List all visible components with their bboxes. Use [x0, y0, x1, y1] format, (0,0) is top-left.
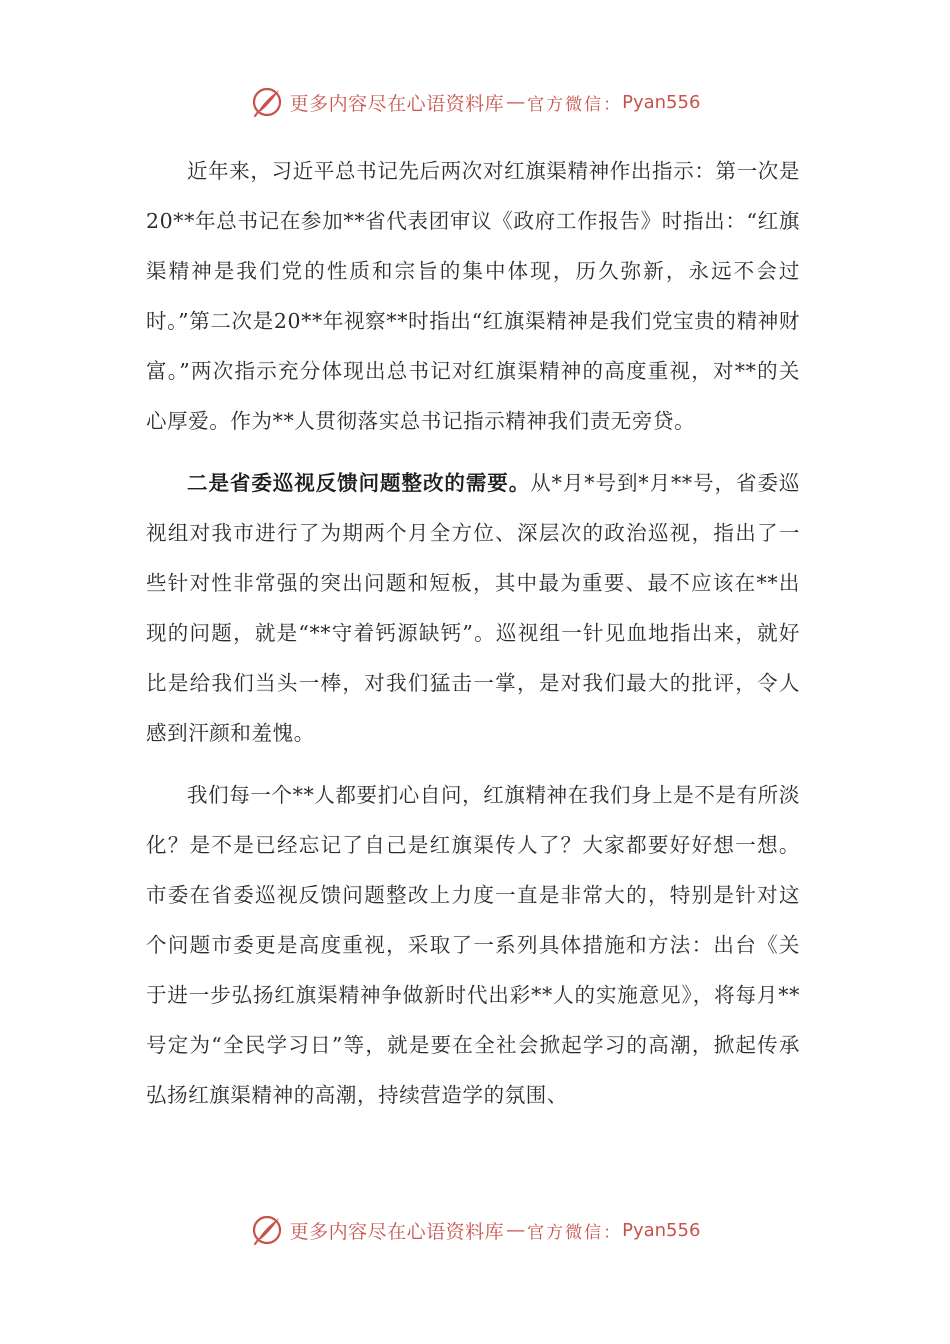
- paragraph-2: [146, 458, 800, 758]
- banner-main-text: 更多内容尽在心语资料库: [289, 92, 505, 115]
- banner-separator: —: [506, 91, 526, 113]
- paragraph-2-text: 从*月*号到*月**号，省委巡视组对我市进行了为期两个月全方位、深层次的政治巡视，指出了一些针对性非常强的突出问题和短板，其中最为重要、最不应该在**出现的问题，就是“**守着钙源缺钙”。巡视组一针见血地指出来，就好比是给我们当头一棒，对我们猛击一掌，是对我们最大的批评，令人感到汗颜和羞愧。: [146, 471, 800, 745]
- banner-main-text: 更多内容尽在心语资料库: [289, 1220, 505, 1243]
- quill-pen-logo-icon: [250, 85, 284, 119]
- footer-banner: [0, 1210, 950, 1250]
- header-banner: [0, 82, 950, 122]
- quill-pen-logo-icon: [250, 1213, 284, 1247]
- paragraph-3: [146, 770, 800, 1120]
- document-body: [146, 146, 800, 1132]
- banner-wechat-label: 官方微信：: [527, 94, 623, 115]
- banner-wechat-id: Pyan556: [622, 1219, 701, 1241]
- paragraph-3-text: 我们每一个**人都要扪心自问，红旗精神在我们身上是不是有所淡化？是不是已经忘记了自己是红旗渠传人了？大家都要好好想一想。市委在省委巡视反馈问题整改上力度一直是非常大的，特别是针对这个问题市委更是高度重视，采取了一系列具体措施和方法：出台《关于进一步弘扬红旗渠精神争做新时代出彩**人的实施意见》，将每月**号定为“全民学习日”等，就是要在全社会掀起学习的高潮，掀起传承弘扬红旗渠精神的高潮，持续营造学的氛围、: [146, 783, 800, 1107]
- banner-wechat-id: Pyan556: [622, 91, 701, 113]
- banner-wechat-label: 官方微信：: [527, 1222, 623, 1243]
- paragraph-1: [146, 146, 800, 446]
- paragraph-2-lead: 二是省委巡视反馈问题整改的需要。: [187, 471, 531, 495]
- banner-separator: —: [506, 1219, 526, 1241]
- paragraph-1-text: 近年来，习近平总书记先后两次对红旗渠精神作出指示：第一次是20**年总书记在参加**省代表团审议《政府工作报告》时指出：“红旗渠精神是我们党的性质和宗旨的集中体现，历久弥新，永远不会过时。”第二次是20**年视察**时指出“红旗渠精神是我们党宝贵的精神财富。”两次指示充分体现出总书记对红旗渠精神的高度重视，对**的关心厚爱。作为**人贯彻落实总书记指示精神我们责无旁贷。: [146, 159, 800, 433]
